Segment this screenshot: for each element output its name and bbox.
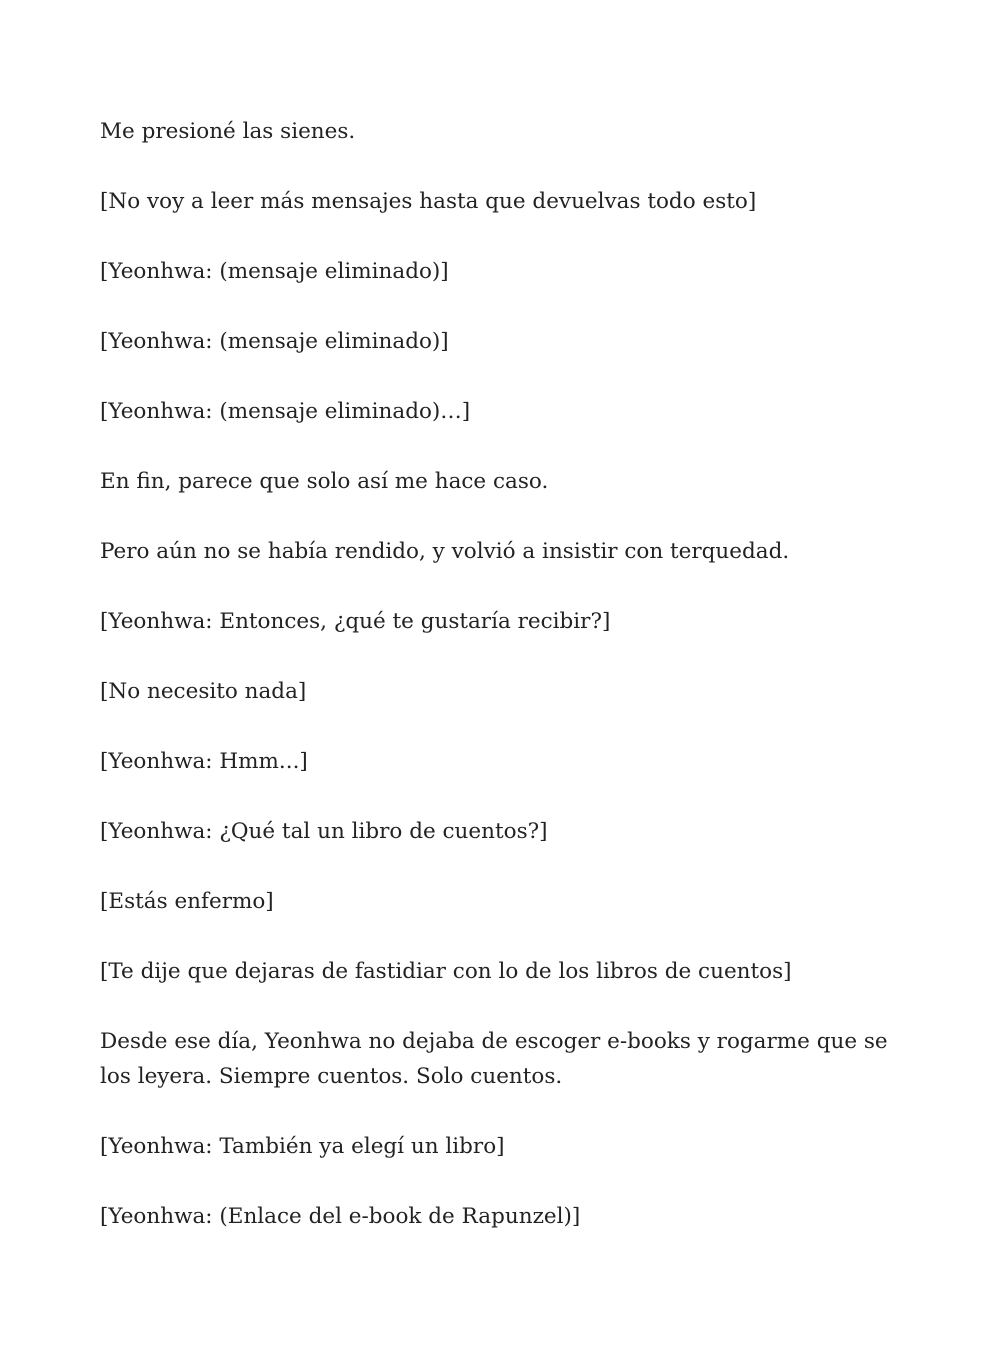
paragraph: [Yeonhwa: Hmm...]	[100, 749, 308, 774]
paragraph: Desde ese día, Yeonhwa no dejaba de escoger e-books y rogarme que se los leyera. Siempre cuentos. Solo cuentos.	[100, 1029, 888, 1089]
paragraph: Me presioné las sienes.	[100, 119, 356, 144]
paragraph: [Te dije que dejaras de fastidiar con lo de los libros de cuentos]	[100, 959, 792, 984]
paragraph: [No necesito nada]	[100, 679, 307, 704]
document-body	[100, 114, 900, 1269]
paragraph: [Yeonhwa: (mensaje eliminado)]	[100, 329, 449, 354]
paragraph: En fin, parece que solo así me hace caso.	[100, 469, 549, 494]
paragraph: [Yeonhwa: Entonces, ¿qué te gustaría recibir?]	[100, 609, 611, 634]
paragraph: [Yeonhwa: (Enlace del e-book de Rapunzel)]	[100, 1204, 581, 1229]
paragraph: [Yeonhwa: (mensaje eliminado)…]	[100, 399, 471, 424]
paragraph: [Yeonhwa: (mensaje eliminado)]	[100, 259, 449, 284]
paragraph: [Yeonhwa: También ya elegí un libro]	[100, 1134, 505, 1159]
paragraph: [Estás enfermo]	[100, 889, 274, 914]
paragraph: [Yeonhwa: ¿Qué tal un libro de cuentos?]	[100, 819, 548, 844]
paragraph: Pero aún no se había rendido, y volvió a insistir con terquedad.	[100, 539, 790, 564]
paragraph: [No voy a leer más mensajes hasta que devuelvas todo esto]	[100, 189, 757, 214]
